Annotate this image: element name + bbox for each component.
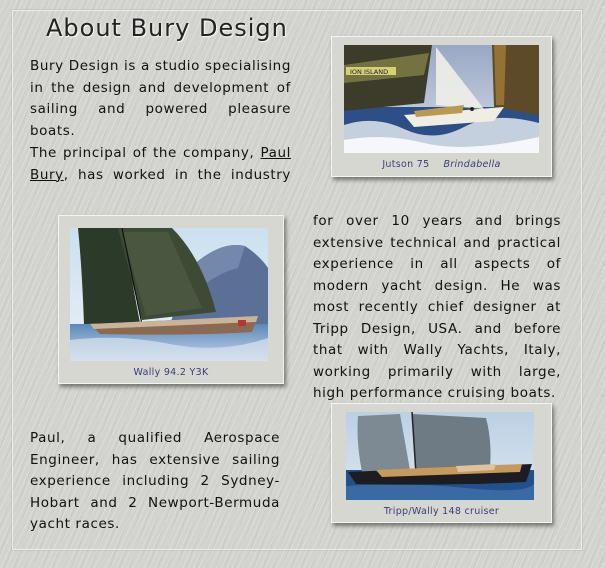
hull-lettering: ION ISLAND bbox=[350, 68, 389, 76]
photo-caption-brindabella bbox=[332, 159, 551, 170]
principal-suffix: , has worked in the industry bbox=[63, 166, 291, 183]
page-title: About Bury Design bbox=[46, 14, 288, 42]
yacht-photo-wally-148 bbox=[346, 412, 534, 500]
experience-paragraph bbox=[313, 211, 561, 405]
yacht-photo-wally-y3k bbox=[70, 228, 268, 361]
paul-bury-link[interactable]: Paul Bury bbox=[30, 145, 291, 183]
photo-card-wally-148 bbox=[331, 403, 552, 523]
intro-text: Bury Design is a studio specialising in the design and development of sailing and powered pleasure boats. bbox=[30, 58, 291, 139]
yacht-photo-brindabella bbox=[344, 45, 539, 153]
wally-148-image bbox=[346, 412, 534, 500]
photo-card-wally-y3k bbox=[58, 215, 284, 384]
intro-paragraph bbox=[30, 56, 291, 142]
photo-card-brindabella bbox=[331, 36, 552, 177]
caption-main: Jutson 75 bbox=[382, 159, 430, 170]
experience-text: for over 10 years and brings extensive technical and practical experience in all aspects of modern yacht design. He was most recently chief designer at Tripp Design, USA. and before that with Wally Yachts, Italy, working primarily with large, high performance cruising boats. bbox=[313, 213, 561, 401]
photo-caption-wally-y3k bbox=[59, 367, 283, 378]
principal-prefix: The principal of the company, bbox=[30, 145, 255, 161]
photo-caption-wally-148 bbox=[332, 506, 551, 517]
wally-y3k-image bbox=[70, 228, 268, 361]
caption-main: Wally 94.2 Y3K bbox=[133, 367, 209, 378]
caption-main: Tripp/Wally 148 cruiser bbox=[383, 506, 500, 517]
brindabella-image bbox=[344, 45, 539, 153]
qualification-paragraph bbox=[30, 428, 280, 536]
caption-italic: Brindabella bbox=[443, 159, 501, 170]
qualification-text: Paul, a qualified Aerospace Engineer, has extensive sailing experience including 2 Sydney-Hobart and 2 Newport-Bermuda yacht races. bbox=[30, 430, 280, 532]
principal-paragraph bbox=[30, 143, 291, 186]
